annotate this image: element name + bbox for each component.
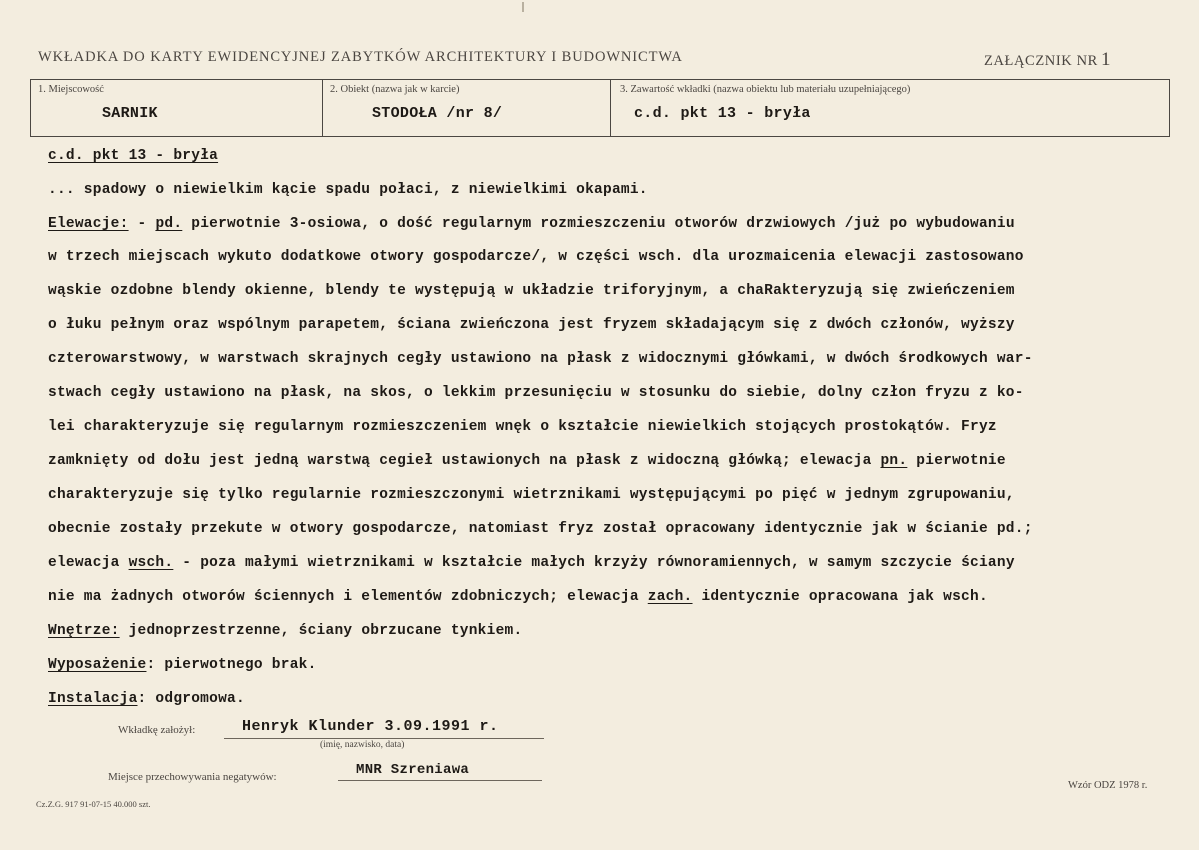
text-line: stwach cegły ustawiono na płask, na skos, o lekkim przesunięciu w stosunku do siebie, dolny człon fryzu z ko-: [48, 385, 1024, 401]
box-bottom-border: [30, 136, 1170, 137]
box-right-border: [1169, 79, 1170, 137]
negatives-underline: [338, 780, 542, 781]
interior-line: Wnętrze: jednoprzestrzenne, ściany obrzucane tynkiem.: [48, 623, 523, 639]
text-line: Elewacje: - pd. pierwotnie 3-osiowa, o dość regularnym rozmieszczeniu otworów drzwiowych /już po wybudowaniu: [48, 216, 1015, 232]
text-line: o łuku pełnym oraz wspólnym parapetem, ściana zwieńczona jest fryzem składającym się z dwóch członów, wyższy: [48, 317, 1015, 333]
elevation-abbr: wsch.: [128, 555, 174, 571]
field-label-locality: 1. Miejscowość: [38, 84, 104, 95]
equipment-label: Wyposażenie: [48, 657, 147, 673]
text-line: lei charakteryzuje się regularnym rozmieszczeniem wnęk o kształcie niewielkich stojących prostokątów. Fryz: [48, 419, 997, 435]
field-label-object: 2. Obiekt (nazwa jak w karcie): [330, 84, 460, 95]
interior-label: Wnętrze:: [48, 623, 120, 639]
field-value-locality: SARNIK: [102, 105, 158, 122]
annex-label: ZAŁĄCZNIK NR: [984, 53, 1098, 69]
elevation-abbr: pn.: [880, 453, 908, 469]
text-line: charakteryzuje się tylko regularnie rozmieszczonymi wietrznikami występującymi po pięć w jednym zgrupowaniu,: [48, 487, 1015, 503]
text-line: ... spadowy o niewielkim kącie spadu połaci, z niewielkimi okapami.: [48, 182, 648, 198]
text-line: zamknięty od dołu jest jedną warstwą cegieł ustawionych na płask z widoczną główką; elewacja pn. pierwotnie: [48, 453, 1006, 469]
text-line: czterowarstwowy, w warstwach skrajnych cegły ustawiono na płask z widocznymi główkami, w dwóch środkowych war-: [48, 351, 1033, 367]
form-pattern: Wzór ODZ 1978 r.: [1068, 780, 1148, 791]
text-line: w trzech miejscach wykuto dodatkowe otwory gospodarcze/, w części wsch. dla urozmaicenia elewacji zastosowano: [48, 249, 1024, 265]
text-line: nie ma żadnych otworów ściennych i elementów zdobniczych; elewacja zach. identycznie opracowana jak wsch.: [48, 589, 988, 605]
text-line: wąskie ozdobne blendy okienne, blendy te występują w układzie triforyjnym, a chaRakteryzują się zwieńczeniem: [48, 283, 1015, 299]
box-left-border: [30, 79, 31, 137]
form-title: WKŁADKA DO KARTY EWIDENCYJNEJ ZABYTKÓW ARCHITEKTURY I BUDOWNICTWA: [38, 49, 683, 65]
field-value-object: STODOŁA /nr 8/: [372, 105, 503, 122]
box-divider-1: [322, 79, 323, 137]
founder-label: Wkładkę założył:: [118, 724, 196, 736]
elevation-abbr: zach.: [647, 589, 693, 605]
equipment-line: Wyposażenie: pierwotnego brak.: [48, 657, 317, 673]
text-line: obecnie zostały przekute w otwory gospodarcze, natomiast fryz został opracowany identycznie jak w ścianie pd.;: [48, 521, 1033, 537]
negatives-value: MNR Szreniawa: [356, 762, 470, 778]
elevations-label: Elewacje:: [48, 216, 129, 232]
tick-mark: [522, 2, 524, 12]
founder-underline: [224, 738, 544, 739]
box-top-border: [30, 79, 1170, 80]
text-line: elewacja wsch. - poza małymi wietrznikami w kształcie małych krzyży równoramiennych, w samym szczycie ściany: [48, 555, 1015, 571]
annex-number-value: 1: [1100, 49, 1112, 70]
installation-label: Instalacja: [48, 691, 138, 707]
field-value-content: c.d. pkt 13 - bryła: [634, 105, 811, 122]
annex-number: [984, 49, 1111, 71]
box-divider-2: [610, 79, 611, 137]
elevation-abbr: pd.: [155, 216, 183, 232]
negatives-label: Miejsce przechowywania negatywów:: [108, 771, 277, 783]
section-heading: c.d. pkt 13 - bryła: [48, 148, 219, 164]
field-label-content: 3. Zawartość wkładki (nazwa obiektu lub materiału uzupełniającego): [620, 84, 911, 95]
founder-value: Henryk Klunder 3.09.1991 r.: [242, 718, 499, 735]
installation-line: Instalacja: odgromowa.: [48, 691, 245, 707]
founder-hint: (imię, nazwisko, data): [320, 740, 405, 750]
print-info: Cz.Z.G. 917 91-07-15 40.000 szt.: [36, 799, 151, 809]
